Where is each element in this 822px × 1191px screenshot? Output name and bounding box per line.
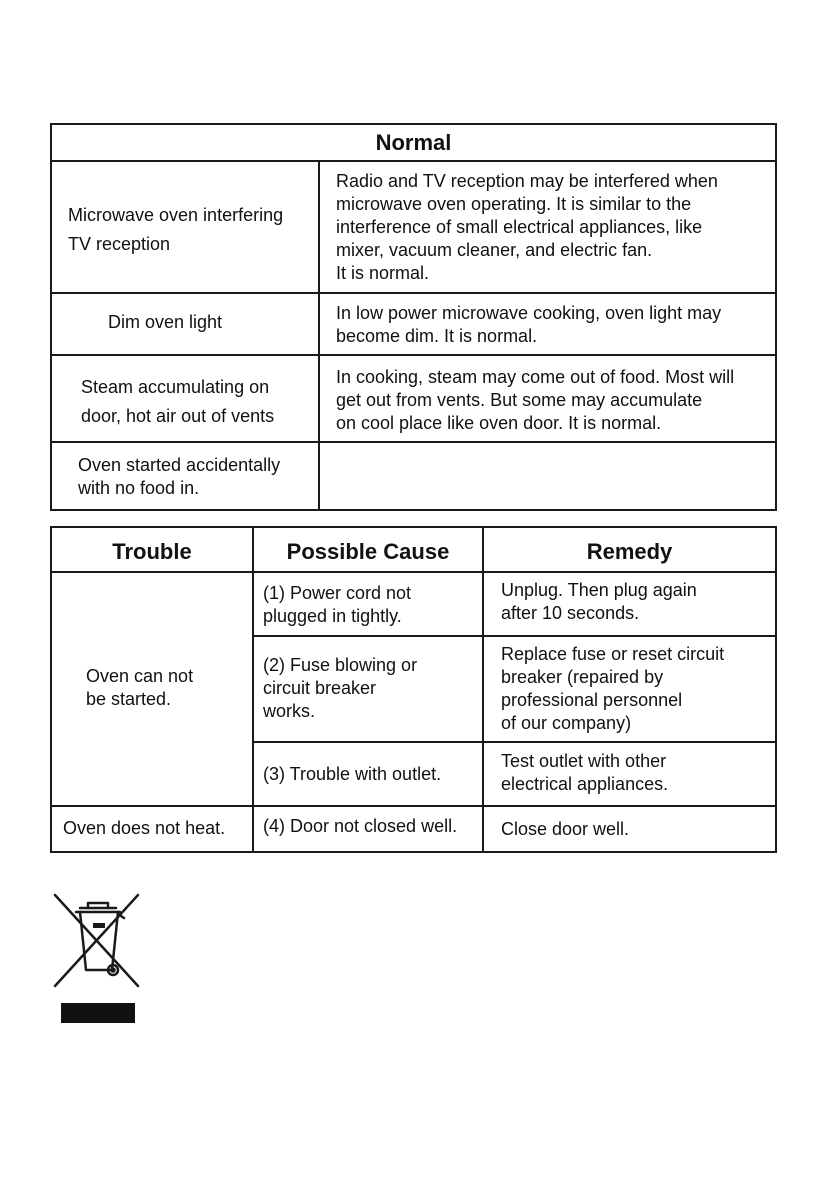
remedy-replace-fuse: Replace fuse or reset circuit breaker (repaired by professional personnel of our company) [501, 644, 725, 733]
normal-table [50, 123, 777, 511]
normal-table-title: Normal [375, 130, 452, 155]
trouble-table [50, 526, 777, 853]
cause-fuse: (2) Fuse blowing or circuit breaker works. [263, 655, 418, 721]
normal-explanation: In cooking, steam may come out of food. Most will get out from vents. But some may accumulate on cool place like oven door. It is normal. [336, 367, 735, 433]
normal-symptom: Steam accumulating on door, hot air out of vents [81, 377, 275, 426]
normal-symptom: Oven started accidentally with no food in. [78, 455, 281, 498]
header-remedy: Remedy [586, 539, 673, 564]
header-trouble: Trouble [112, 539, 192, 564]
normal-symptom: Microwave oven interfering TV reception [68, 205, 284, 254]
crossed-out-wheelie-bin-icon [50, 890, 145, 1035]
remedy-close-door: Close door well. [501, 819, 630, 839]
normal-symptom: Dim oven light [108, 312, 223, 332]
trouble-cannot-start: Oven can not be started. [86, 666, 194, 709]
header-possible-cause: Possible Cause [286, 539, 450, 564]
normal-explanation: Radio and TV reception may be interfered when microwave oven operating. It is similar to the interference of small electrical appliances, like mixer, vacuum cleaner, and electric fan. It is normal. [336, 171, 718, 283]
remedy-test-outlet: Test outlet with other electrical appliances. [501, 751, 669, 794]
cause-power-cord: (1) Power cord not plugged in tightly. [263, 583, 412, 626]
cause-outlet: (3) Trouble with outlet. [263, 764, 442, 784]
normal-explanation: In low power microwave cooking, oven light may become dim. It is normal. [336, 303, 722, 346]
trouble-does-not-heat: Oven does not heat. [63, 818, 226, 838]
remedy-unplug: Unplug. Then plug again after 10 seconds. [501, 580, 697, 623]
cause-door: (4) Door not closed well. [263, 816, 458, 836]
